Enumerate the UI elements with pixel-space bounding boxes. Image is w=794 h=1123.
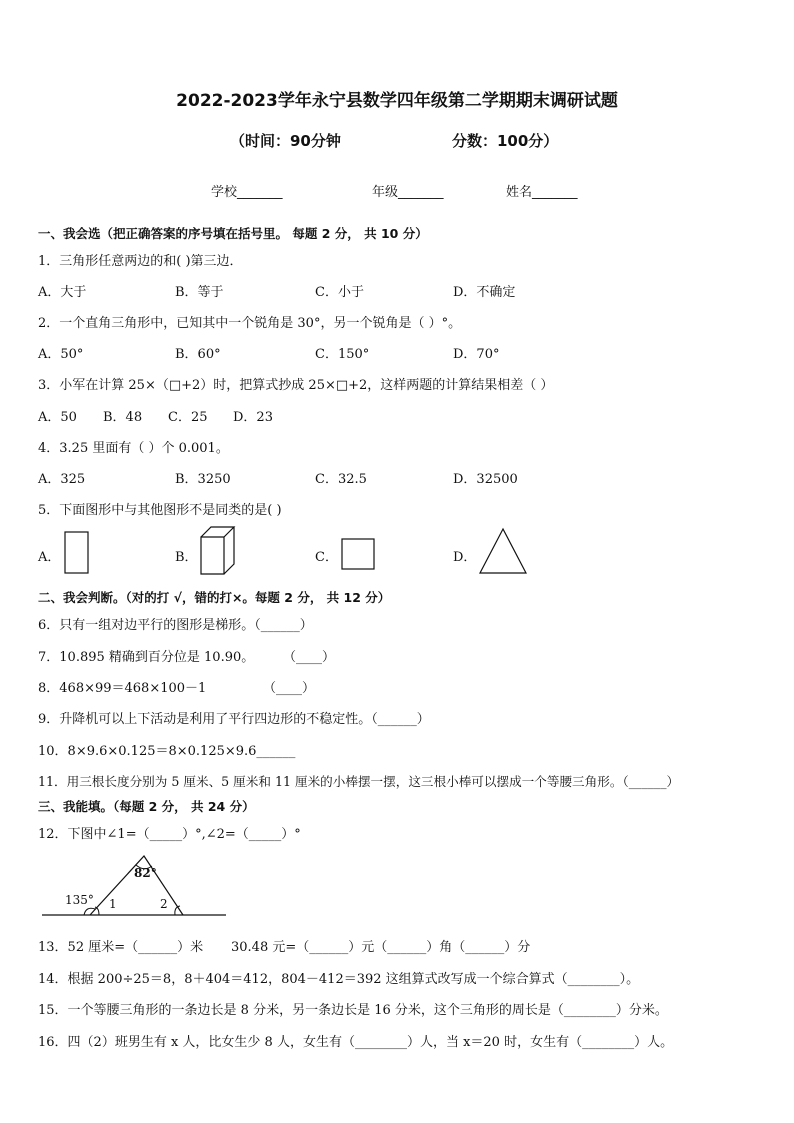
q4-option-d: D．32500: [453, 472, 518, 487]
q4-option-b: B．3250: [175, 472, 231, 487]
q1-option-b: B．等于: [175, 285, 224, 300]
cuboid-shape: [200, 526, 236, 576]
question-2: 2．一个直角三角形中，已知其中一个锐角是 30°，另一个锐角是（ ）°。: [38, 316, 462, 331]
q2-option-b: B．60°: [175, 347, 221, 362]
question-4: 4．3.25 里面有（ ）个 0.001。: [38, 441, 229, 456]
question-1: 1．三角形任意两边的和( )第三边．: [38, 254, 243, 269]
section-1-heading: 一、我会选（把正确答案的序号填在括号里。 每题 2 分， 共 10 分）: [38, 226, 428, 241]
q5-option-d: D．: [453, 550, 477, 565]
question-11: 11．用三根长度分别为 5 厘米、5 厘米和 11 厘米的小棒摆一摆，这三根小棒可以摆成一个等腰三角形。（______）: [38, 774, 680, 789]
q1-option-d: D．不确定: [453, 285, 516, 300]
triangle-shape: [479, 528, 527, 574]
question-13-money: 30.48 元=（______）元（______）角（______）分: [231, 940, 531, 955]
question-7-blank: （____）: [283, 650, 336, 665]
question-8-blank: （____）: [263, 681, 316, 696]
angle-2-label: 2: [160, 897, 168, 911]
q1-option-c: C．小于: [315, 285, 364, 300]
name-field: 姓名_______: [506, 185, 578, 200]
angle-top-label: 82°: [134, 866, 157, 880]
q5-option-b: B．: [175, 550, 198, 565]
school-field: 学校_______: [211, 185, 283, 200]
question-15: 15．一个等腰三角形的一条边长是 8 分米，另一条边长是 16 分米，这个三角形的周长是（________）分米。: [38, 1003, 668, 1018]
section-2-heading: 二、我会判断。（对的打 √，错的打×。每题 2 分， 共 12 分）: [38, 590, 391, 605]
question-9: 9．升降机可以上下活动是利用了平行四边形的不稳定性。（______）: [38, 712, 430, 727]
question-16: 16．四（2）班男生有 x 人，比女生少 8 人，女生有（________）人，当 x＝20 时，女生有（________）人。: [38, 1035, 674, 1050]
question-14: 14．根据 200÷25＝8，8＋404＝412，804－412＝392 这组算式改写成一个综合算式（________）。: [38, 972, 640, 987]
question-7: 7．10.895 精确到百分位是 10.90。: [38, 650, 255, 665]
question-5: 5．下面图形中与其他图形不是同类的是( ): [38, 503, 282, 518]
tall-rectangle-shape: [64, 531, 90, 575]
q1-option-a: A．大于: [38, 285, 87, 300]
section-3-heading: 三、我能填。（每题 2 分， 共 24 分）: [38, 799, 255, 814]
q3-option-c: C．25: [168, 410, 208, 425]
question-12: 12．下图中∠1=（_____）°,∠2=（_____）°: [38, 827, 301, 842]
square-shape: [341, 538, 375, 570]
question-6: 6．只有一组对边平行的图形是梯形。（______）: [38, 618, 313, 633]
q3-option-b: B．48: [103, 410, 143, 425]
q4-option-a: A．325: [38, 472, 86, 487]
q2-option-a: A．50°: [38, 347, 84, 362]
q4-option-c: C．32.5: [315, 472, 367, 487]
exam-time: （时间：90分钟: [230, 132, 341, 150]
question-10: 10．8×9.6×0.125＝8×0.125×9.6______: [38, 744, 296, 759]
exam-score: 分数：100分）: [452, 132, 559, 150]
question-3: 3．小军在计算 25×（□+2）时，把算式抄成 25×□+2，这样两题的计算结果相差（ ）: [38, 378, 554, 393]
angle-1-label: 1: [109, 897, 117, 911]
q3-option-a: A．50: [38, 410, 77, 425]
q2-option-c: C．150°: [315, 347, 370, 362]
q5-option-a: A．: [38, 550, 61, 565]
question-8: 8．468×99＝468×100－1: [38, 681, 207, 696]
q3-option-d: D．23: [233, 410, 273, 425]
exam-title: 2022-2023学年永宁县数学四年级第二学期期末调研试题: [176, 91, 618, 111]
grade-field: 年级_______: [372, 185, 444, 200]
q5-option-c: C．: [315, 550, 338, 565]
question-13: 13．52 厘米=（______）米: [38, 940, 204, 955]
angle-exterior-label: 135°: [65, 893, 94, 907]
q2-option-d: D．70°: [453, 347, 500, 362]
